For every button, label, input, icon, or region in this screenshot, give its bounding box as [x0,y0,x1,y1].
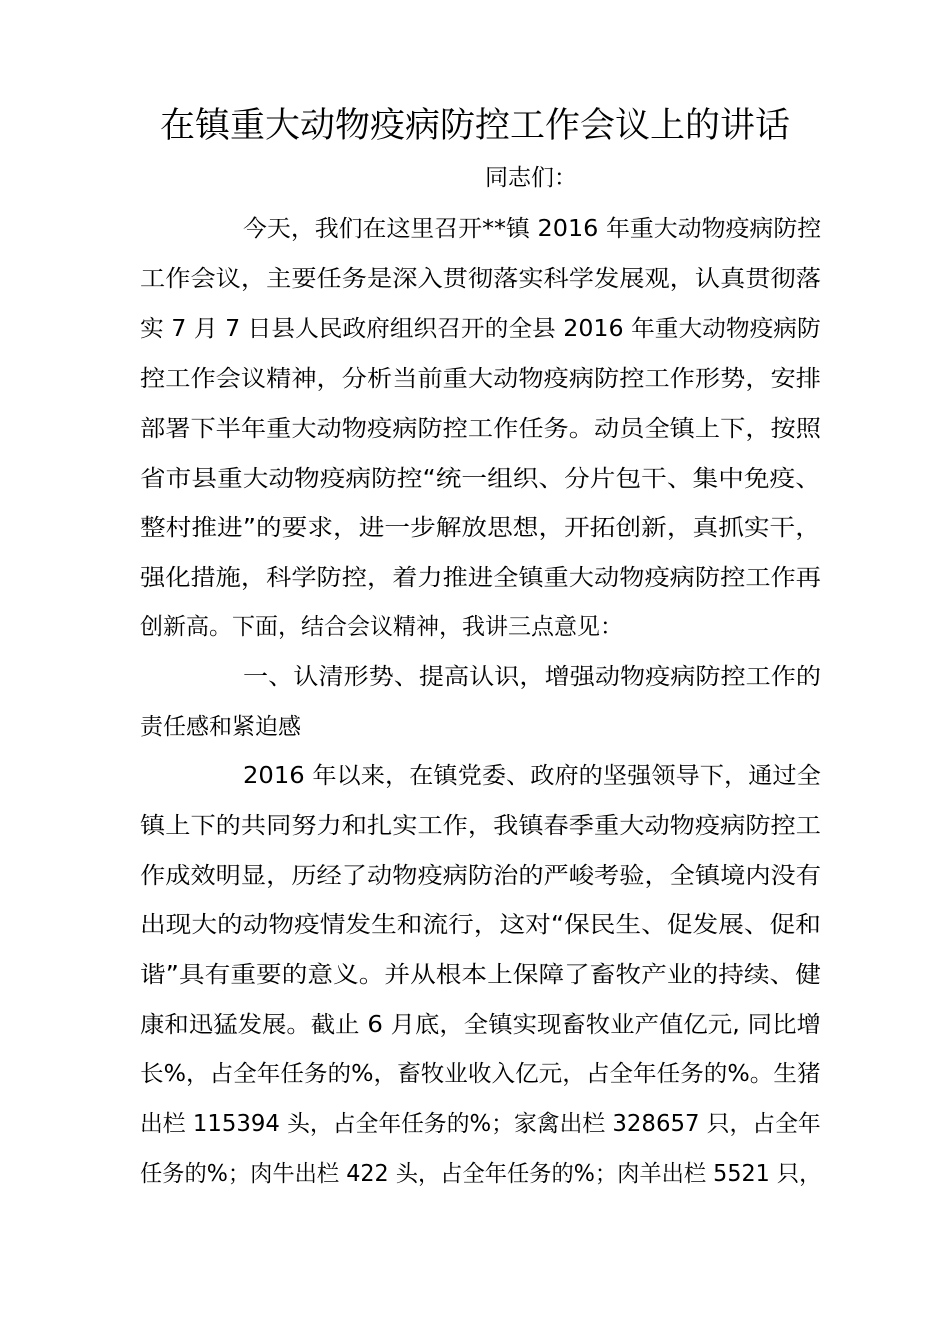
paragraph-line: 整村推进”的要求，进一步解放思想，开拓创新，真抓实干， [140,515,821,541]
paragraph-line: 出栏 115394 头，占全年任务的%；家禽出栏 328657 只，占全年 [140,1111,821,1137]
paragraph-line: 部署下半年重大动物疫病防控工作任务。动员全镇上下，按照 [140,416,822,442]
paragraph-line: 工作会议，主要任务是深入贯彻落实科学发展观，认真贯彻落 [140,266,822,292]
salutation: 同志们： [485,165,577,191]
paragraph-line: 今天，我们在这里召开**镇 2016 年重大动物疫病防控 [243,216,822,242]
section-heading-line: 责任感和紧迫感 [140,714,301,740]
paragraph-line: 谐”具有重要的意义。并从根本上保障了畜牧产业的持续、健 [140,962,821,988]
paragraph-line: 镇上下的共同努力和扎实工作，我镇春季重大动物疫病防控工 [140,813,822,839]
paragraph-line: 2016 年以来，在镇党委、政府的坚强领导下，通过全 [243,763,821,789]
paragraph-line: 创新高。下面，结合会议精神，我讲三点意见： [140,614,623,640]
paragraph-line: 控工作会议精神，分析当前重大动物疫病防控工作形势，安排 [140,366,822,392]
paragraph-line: 省市县重大动物疫病防控“统一组织、分片包干、集中免疫、 [140,466,821,492]
paragraph-line: 出现大的动物疫情发生和流行，这对“保民生、促发展、促和 [140,912,821,938]
paragraph-line: 实 7 月 7 日县人民政府组织召开的全县 2016 年重大动物疫病防 [140,316,821,342]
paragraph-line: 强化措施，科学防控，着力推进全镇重大动物疫病防控工作再 [140,565,822,591]
paragraph-line: 任务的%；肉牛出栏 422 头，占全年任务的%；肉羊出栏 5521 只， [140,1161,822,1187]
section-heading-line: 一、认清形势、提高认识，增强动物疫病防控工作的 [243,664,821,690]
paragraph-line: 长%，占全年任务的%，畜牧业收入亿元，占全年任务的%。生猪 [140,1061,821,1087]
paragraph-line: 作成效明显，历经了动物疫病防治的严峻考验，全镇境内没有 [140,863,822,889]
paragraph-line: 康和迅猛发展。截止 6 月底，全镇实现畜牧业产值亿元, 同比增 [140,1012,821,1038]
document-title: 在镇重大动物疫病防控工作会议上的讲话 [159,106,790,146]
